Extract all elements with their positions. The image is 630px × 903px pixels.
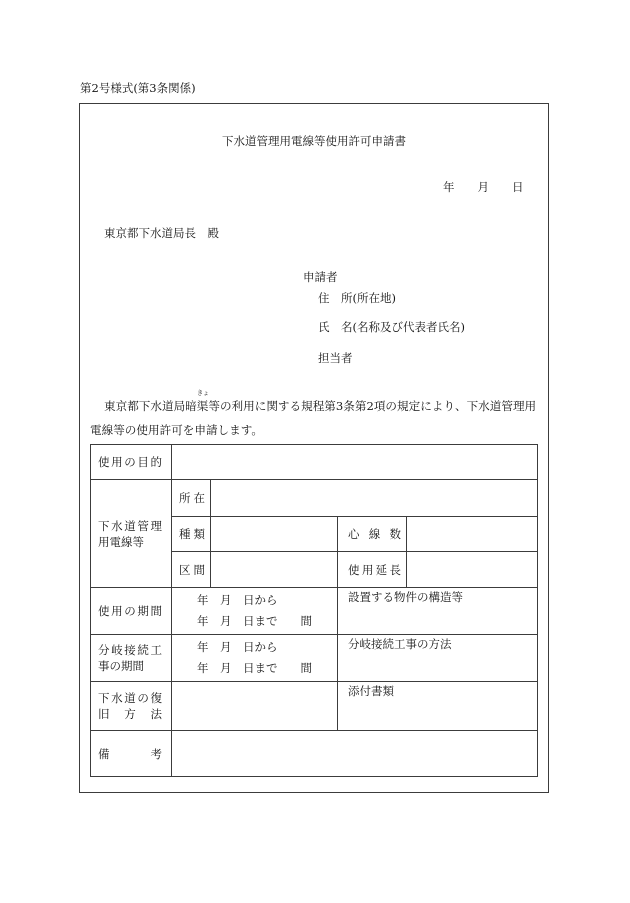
type-value-cell (211, 517, 338, 552)
attachments-cell (338, 682, 538, 731)
branch-method-label: 分岐接続工事の方法 (348, 637, 452, 651)
branch-dates-cell (172, 635, 338, 682)
period-from: 年 月 日から (197, 593, 278, 607)
length-label: 使用延長 (348, 562, 401, 577)
period-label: 使用の期間 (98, 604, 162, 618)
core-count-label: 心線数 (348, 527, 401, 541)
date-line: 年 月 日 (443, 180, 524, 194)
statement-line-1: 東京都下水道局暗渠等の利用に関する規程第3条第2項の規定により、下水道管理用 (104, 399, 537, 413)
furigana-kyo: きょ (197, 390, 210, 397)
purpose-value-cell (172, 445, 538, 480)
applicant-address-label: 住 所(所在地) (318, 291, 396, 305)
length-value-cell (407, 552, 538, 588)
branch-period-label-line-1: 分岐接続工 (98, 643, 162, 657)
attachments-label: 添付書類 (348, 684, 394, 698)
statement-line-2: 電線等の使用許可を申請します。 (90, 423, 263, 437)
restoration-row (91, 682, 538, 731)
core-count-label-cell (338, 517, 407, 552)
purpose-label-cell (91, 445, 172, 480)
remarks-value-cell (172, 731, 538, 777)
length-label-cell (338, 552, 407, 588)
location-value-cell (211, 480, 538, 517)
remarks-row (91, 731, 538, 777)
purpose-label: 使用の目的 (98, 455, 162, 469)
period-dates-cell (172, 588, 338, 635)
cable-label-line-1: 下水道管理 (98, 518, 162, 533)
type-label-cell (172, 517, 211, 552)
application-table (90, 444, 538, 777)
structure-cell (338, 588, 538, 635)
branch-method-cell (338, 635, 538, 682)
branch-period-label-line-2: 事の期間 (98, 659, 144, 673)
core-count-value-cell (407, 517, 538, 552)
cable-label-line-2: 用電線等 (98, 534, 144, 549)
purpose-row (91, 445, 538, 480)
form-number: 第2号様式(第3条関係) (80, 81, 196, 95)
section-label-cell (172, 552, 211, 588)
period-to: 年 月 日まで 間 (197, 614, 312, 628)
branch-period-label-cell (91, 635, 172, 682)
applicant-label: 申請者 (303, 270, 338, 284)
structure-label: 設置する物件の構造等 (348, 590, 463, 604)
applicant-contact-label: 担当者 (318, 351, 353, 365)
remarks-label: 備考 (98, 746, 162, 761)
restoration-label-line-2: 旧方法 (98, 707, 162, 721)
applicant-name-label: 氏 名(名称及び代表者氏名) (318, 320, 465, 334)
location-label-cell (172, 480, 211, 517)
location-label: 所在 (179, 491, 205, 505)
form-title: 下水道管理用電線等使用許可申請書 (222, 134, 406, 148)
section-value-cell (211, 552, 338, 588)
restoration-value-cell (172, 682, 338, 731)
cable-location-row (91, 480, 538, 517)
period-row (91, 588, 538, 635)
period-label-cell (91, 588, 172, 635)
branch-from: 年 月 日から (197, 640, 278, 654)
type-label: 種類 (179, 527, 205, 541)
section-label: 区間 (179, 562, 205, 577)
remarks-label-cell (91, 731, 172, 777)
branch-to: 年 月 日まで 間 (197, 661, 312, 675)
branch-period-row (91, 635, 538, 682)
cable-label-cell (91, 480, 172, 588)
restoration-label-cell (91, 682, 172, 731)
addressee: 東京都下水道局長 殿 (104, 226, 219, 240)
restoration-label-line-1: 下水道の復 (98, 691, 162, 705)
